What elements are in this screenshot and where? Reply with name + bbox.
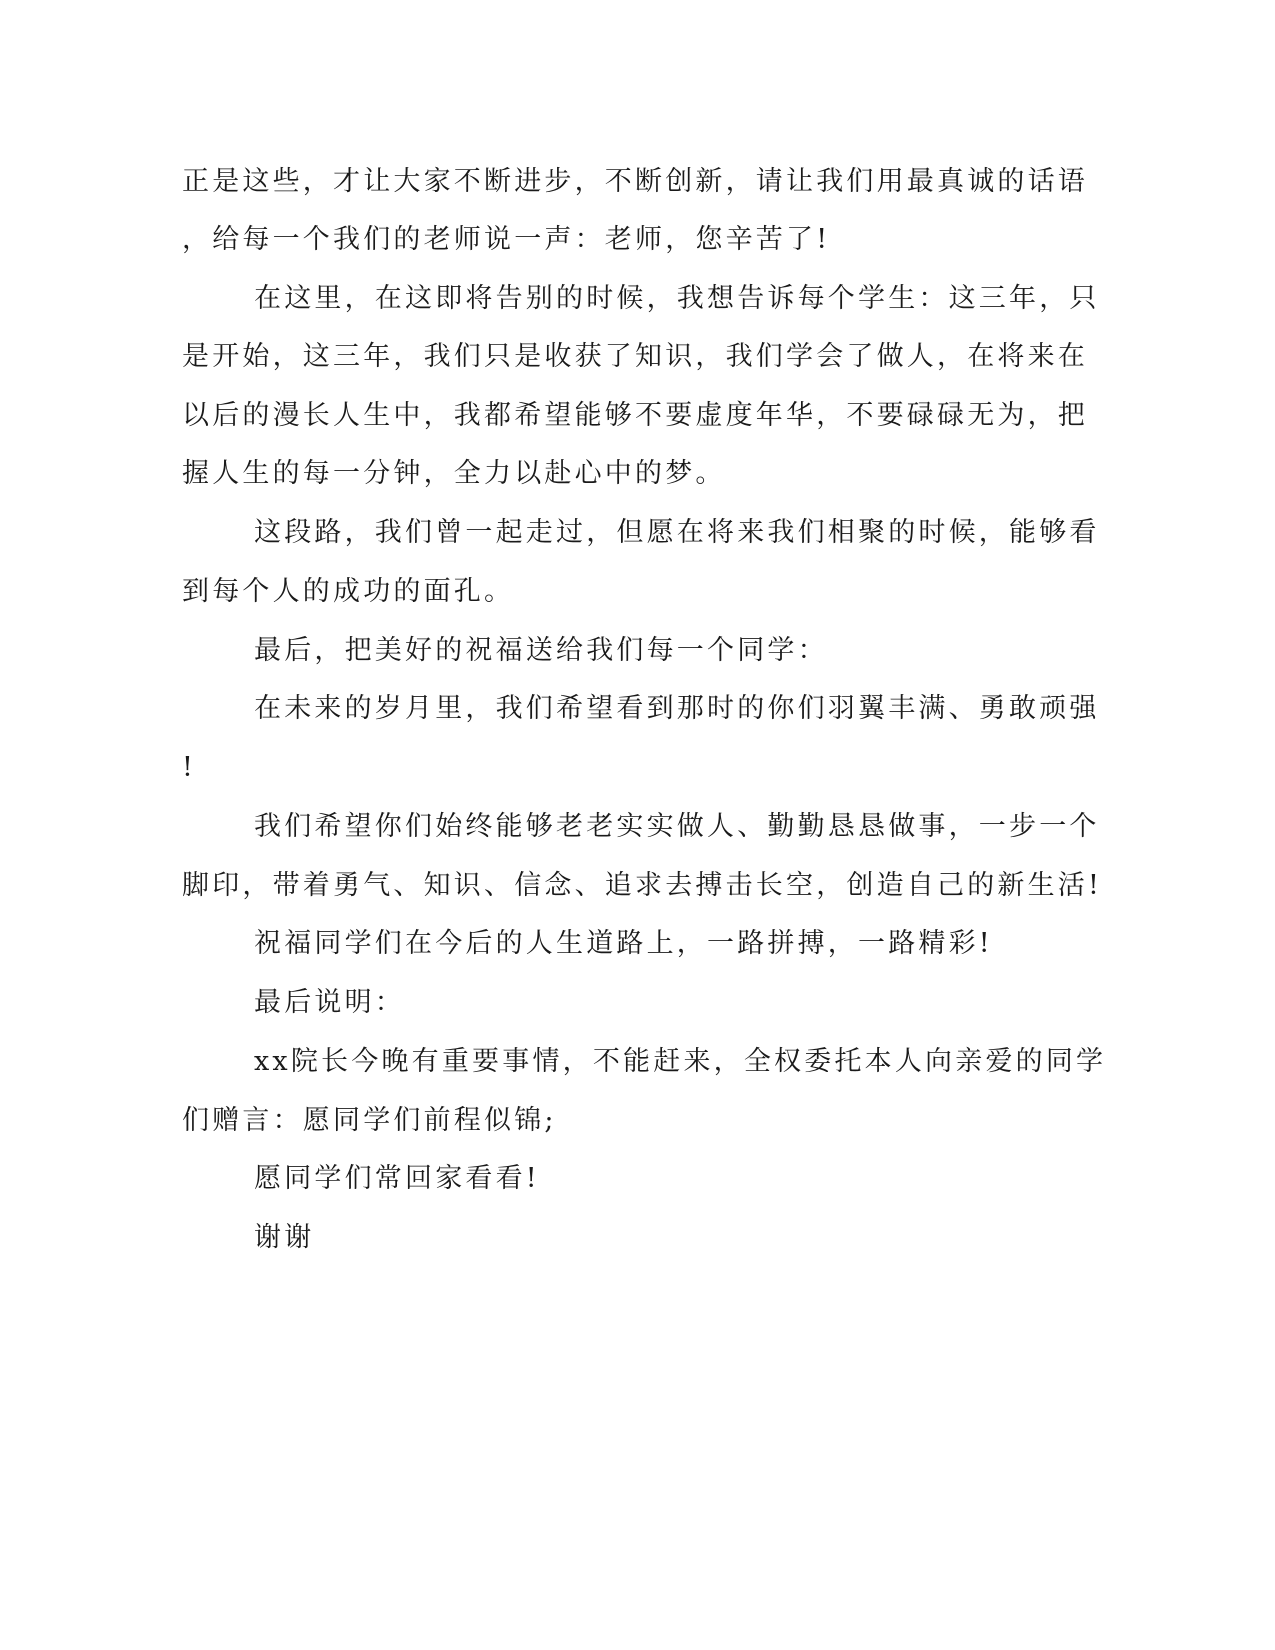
text-line: 握人生的每一分钟，全力以赴心中的梦。: [182, 458, 726, 489]
text-line: 我们希望你们始终能够老老实实做人、勤勤恳恳做事，一步一个: [254, 811, 1100, 842]
text-line: xx院长今晚有重要事情，不能赶来，全权委托本人向亲爱的同学: [254, 1046, 1107, 1077]
text-line: 是开始，这三年，我们只是收获了知识，我们学会了做人，在将来在: [182, 341, 1088, 372]
text-line: !: [182, 752, 197, 783]
text-line: 正是这些，才让大家不断进步，不断创新，请让我们用最真诚的话语: [182, 166, 1088, 197]
text-line: 愿同学们常回家看看!: [254, 1163, 540, 1194]
text-line: 到每个人的成功的面孔。: [182, 576, 515, 607]
text-line: 在这里，在这即将告别的时候，我想告诉每个学生：这三年，只: [254, 283, 1100, 314]
text-line: 这段路，我们曾一起走过，但愿在将来我们相聚的时候，能够看: [254, 517, 1100, 548]
text-line: 最后，把美好的祝福送给我们每一个同学：: [254, 635, 828, 666]
text-line: 脚印，带着勇气、知识、信念、追求去搏击长空，创造自己的新生活!: [182, 870, 1103, 901]
text-line: 谢谢: [254, 1222, 315, 1253]
text-line: 在未来的岁月里，我们希望看到那时的你们羽翼丰满、勇敢顽强: [254, 693, 1100, 724]
text-line: 祝福同学们在今后的人生道路上，一路拼搏，一路精彩!: [254, 928, 993, 959]
text-line: 最后说明：: [254, 987, 405, 1018]
text-line: 们赠言：愿同学们前程似锦;: [182, 1105, 557, 1136]
text-line: 以后的漫长人生中，我都希望能够不要虚度年华，不要碌碌无为，把: [182, 400, 1088, 431]
text-line: ，给每一个我们的老师说一声：老师，您辛苦了!: [182, 224, 831, 255]
